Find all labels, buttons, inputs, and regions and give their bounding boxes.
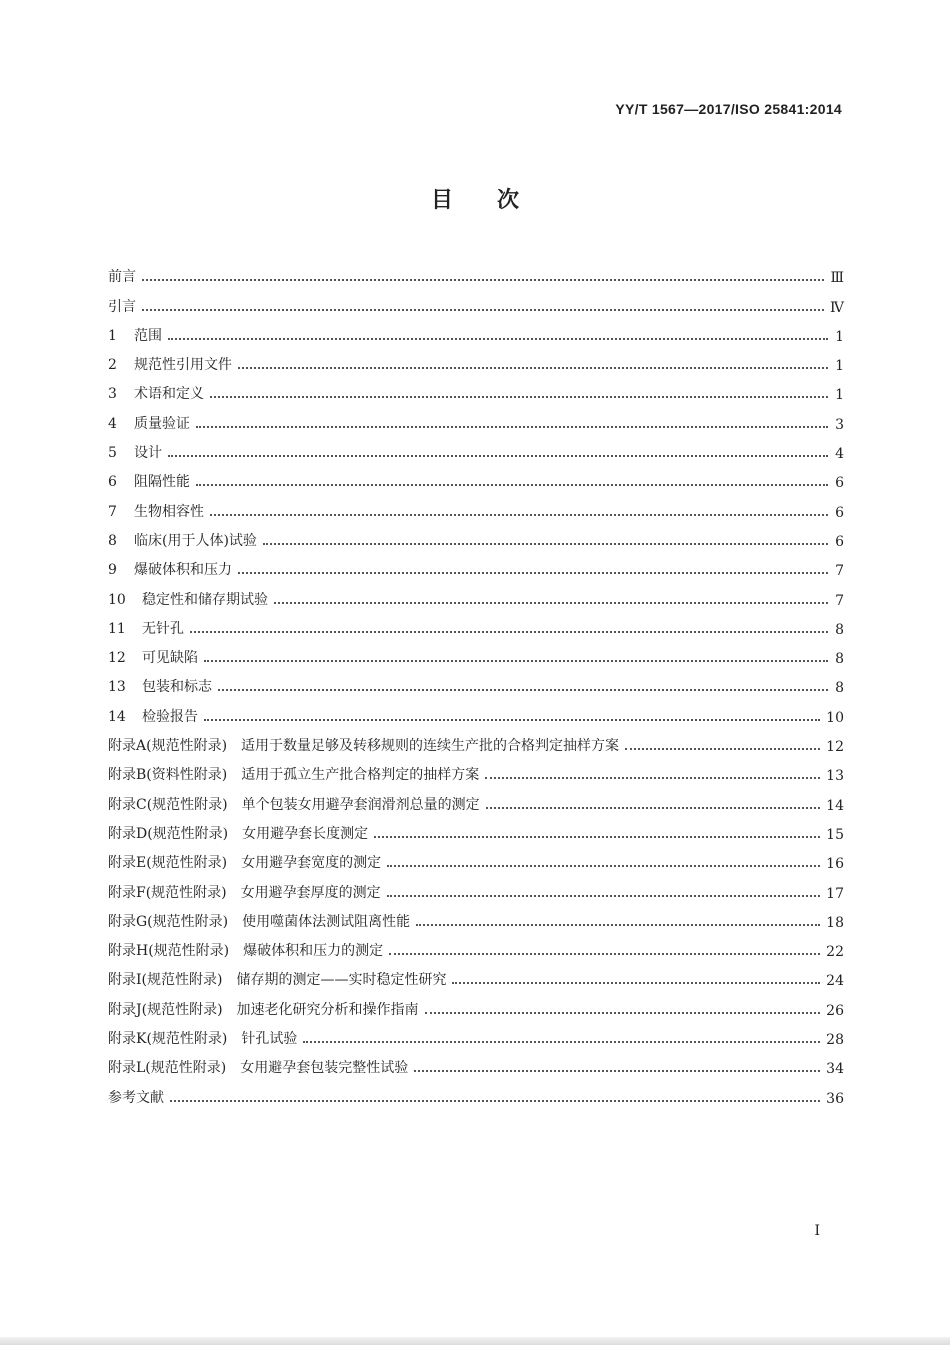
toc-entry-label xyxy=(108,999,419,1019)
toc-entry-title: 附录G(规范性附录) 使用噬菌体法测试阻离性能 xyxy=(108,913,411,930)
dot-leader xyxy=(142,309,824,311)
toc-entry-title: 附录F(规范性附录) 女用避孕套厚度的测定 xyxy=(108,884,381,901)
toc-entry-number: 9 xyxy=(108,562,117,579)
toc-entry-page: 18 xyxy=(826,914,844,931)
toc-entry-page: Ⅳ xyxy=(830,299,844,316)
toc-entry-title: 附录D(规范性附录) 女用避孕套长度测定 xyxy=(108,825,369,842)
toc-entry-title: 生物相容性 xyxy=(134,503,204,520)
toc-entry-title: 附录A(规范性附录) 适用于数量足够及转移规则的连续生产批的合格判定抽样方案 xyxy=(108,738,620,755)
toc-entry-page: Ⅲ xyxy=(830,270,844,287)
page-title: 目 次 xyxy=(430,188,519,213)
toc-entry-label xyxy=(108,530,257,550)
toc-entry-page: 8 xyxy=(835,621,844,638)
toc-entry-label xyxy=(108,940,383,960)
toc-entry-label xyxy=(108,413,190,433)
toc-entry-title: 附录C(规范性附录) 单个包装女用避孕套润滑剂总量的测定 xyxy=(108,796,480,813)
toc-entry-label xyxy=(108,911,410,931)
toc-entry-label xyxy=(108,471,190,491)
toc-entry-label xyxy=(108,618,184,638)
toc-entry-page: 3 xyxy=(835,416,844,433)
toc-entry[interactable] xyxy=(108,579,844,608)
toc-entry-page: 6 xyxy=(835,533,844,550)
toc-entry-title: 附录H(规范性附录) 爆破体积和压力的测定 xyxy=(108,943,384,960)
dot-leader xyxy=(204,719,820,721)
toc-entry-label xyxy=(108,383,204,403)
toc-entry-label xyxy=(108,559,232,579)
dot-leader xyxy=(238,572,828,574)
toc-entry-title: 术语和定义 xyxy=(134,386,204,403)
toc-entry-title: 质量验证 xyxy=(134,415,190,432)
toc-entry-title: 可见缺陷 xyxy=(142,650,198,667)
toc-entry[interactable] xyxy=(108,667,844,696)
toc-entry-label xyxy=(108,852,381,872)
dot-leader xyxy=(168,455,828,457)
toc-entry-page: 16 xyxy=(826,856,844,873)
dot-leader xyxy=(625,748,820,750)
toc-entry-page: 13 xyxy=(826,768,844,785)
dot-leader xyxy=(170,1100,820,1102)
toc-entry[interactable] xyxy=(108,726,844,755)
toc-entry-label xyxy=(108,735,619,755)
toc-entry-page: 24 xyxy=(826,973,844,990)
toc-entry[interactable] xyxy=(108,316,844,345)
standard-code: YY/T 1567—2017/ISO 25841:2014 xyxy=(615,101,842,117)
dot-leader xyxy=(486,807,821,809)
dot-leader xyxy=(387,895,821,897)
toc-entry-title: 附录B(资料性附录) 适用于孤立生产批合格判定的抽样方案 xyxy=(108,767,480,784)
toc-entry-label xyxy=(108,296,136,316)
toc-entry-page: 14 xyxy=(826,797,844,814)
toc-entry-label xyxy=(108,676,212,696)
toc-entry-label xyxy=(108,764,479,784)
dot-leader xyxy=(485,777,820,779)
toc-entry-page: 34 xyxy=(826,1061,844,1078)
toc-entry[interactable] xyxy=(108,814,844,843)
dot-leader xyxy=(210,514,828,516)
toc-entry[interactable] xyxy=(108,872,844,901)
toc-entry-label xyxy=(108,1087,164,1107)
dot-leader xyxy=(452,982,820,984)
toc-entry-page: 28 xyxy=(826,1032,844,1049)
toc-entry[interactable] xyxy=(108,696,844,725)
dot-leader xyxy=(196,484,828,486)
toc-entry[interactable] xyxy=(108,257,844,286)
toc-entry-page: 8 xyxy=(835,651,844,668)
toc-entry-page: 10 xyxy=(826,709,844,726)
toc-entry-number: 10 xyxy=(108,591,126,608)
toc-entry-label xyxy=(108,706,198,726)
toc-entry-label xyxy=(108,1028,297,1048)
toc-entry-page: 26 xyxy=(826,1002,844,1019)
toc-entry[interactable] xyxy=(108,286,844,315)
toc-entry-label xyxy=(108,647,198,667)
toc-entry-title: 规范性引用文件 xyxy=(134,357,232,374)
toc-entry-number: 3 xyxy=(108,386,117,403)
toc-entry-label xyxy=(108,823,368,843)
toc-entry-page: 22 xyxy=(826,944,844,961)
toc-entry-title: 阻隔性能 xyxy=(134,474,190,491)
toc-entry[interactable] xyxy=(108,345,844,374)
toc-entry-number: 7 xyxy=(108,503,117,520)
toc-entry-title: 爆破体积和压力 xyxy=(134,562,232,579)
dot-leader xyxy=(414,1070,820,1072)
toc-entry[interactable] xyxy=(108,1048,844,1077)
toc-entry[interactable] xyxy=(108,403,844,432)
dot-leader xyxy=(263,543,828,545)
dot-leader xyxy=(190,631,828,633)
toc-entry-title: 引言 xyxy=(108,298,136,315)
toc-entry-page: 15 xyxy=(826,826,844,843)
dot-leader xyxy=(210,396,828,398)
toc-entry[interactable] xyxy=(108,638,844,667)
toc-entry-number: 11 xyxy=(108,620,126,637)
dot-leader xyxy=(387,865,820,867)
toc-entry-label xyxy=(108,325,162,345)
toc-entry[interactable] xyxy=(108,989,844,1018)
toc-entry-title: 无针孔 xyxy=(142,620,184,637)
toc-entry-number: 4 xyxy=(108,415,117,432)
dot-leader xyxy=(238,367,828,369)
dot-leader xyxy=(168,338,828,340)
dot-leader xyxy=(204,660,828,662)
toc-entry-number: 8 xyxy=(108,532,117,549)
toc-entry[interactable] xyxy=(108,1077,844,1106)
toc-entry[interactable] xyxy=(108,931,844,960)
toc-entry-label xyxy=(108,442,162,462)
dot-leader xyxy=(389,953,820,955)
toc-entry[interactable] xyxy=(108,784,844,813)
toc-entry-label xyxy=(108,794,480,814)
toc-entry-title: 临床(用于人体)试验 xyxy=(134,532,257,549)
toc-entry-label xyxy=(108,589,268,609)
toc-entry-label xyxy=(108,1057,408,1077)
toc-entry[interactable] xyxy=(108,1019,844,1048)
toc-entry-label xyxy=(108,501,204,521)
dot-leader xyxy=(142,279,824,281)
toc-entry[interactable] xyxy=(108,550,844,579)
toc-entry-page: 12 xyxy=(826,739,844,756)
toc-entry-title: 附录L(规范性附录) 女用避孕套包装完整性试验 xyxy=(108,1060,409,1077)
toc-entry[interactable] xyxy=(108,462,844,491)
page-number: I xyxy=(814,1223,820,1239)
toc-entry-label xyxy=(108,266,136,286)
toc-entry-title: 参考文献 xyxy=(108,1089,164,1106)
toc-entry[interactable] xyxy=(108,521,844,550)
toc-entry-number: 2 xyxy=(108,357,117,374)
dot-leader xyxy=(218,689,828,691)
dot-leader xyxy=(416,924,820,926)
toc-entry[interactable] xyxy=(108,491,844,520)
dot-leader xyxy=(374,836,820,838)
table-of-contents xyxy=(108,257,844,1107)
toc-entry[interactable] xyxy=(108,843,844,872)
toc-entry-page: 8 xyxy=(835,680,844,697)
toc-entry-title: 附录K(规范性附录) 针孔试验 xyxy=(108,1031,298,1048)
toc-entry[interactable] xyxy=(108,902,844,931)
toc-entry-number: 14 xyxy=(108,708,126,725)
toc-entry-number: 5 xyxy=(108,445,117,462)
toc-entry-title: 附录J(规范性附录) 加速老化研究分析和操作指南 xyxy=(108,1001,419,1018)
toc-entry[interactable] xyxy=(108,960,844,989)
toc-entry-page: 1 xyxy=(835,358,844,375)
toc-entry[interactable] xyxy=(108,755,844,784)
toc-entry[interactable] xyxy=(108,433,844,462)
toc-entry-title: 设计 xyxy=(134,445,162,462)
toc-entry-label xyxy=(108,882,381,902)
toc-entry-label xyxy=(108,354,232,374)
toc-entry-page: 6 xyxy=(835,475,844,492)
toc-entry-page: 17 xyxy=(826,885,844,902)
toc-entry[interactable] xyxy=(108,609,844,638)
toc-entry-title: 范围 xyxy=(134,327,162,344)
toc-entry-title: 前言 xyxy=(108,269,136,286)
toc-entry-page: 6 xyxy=(835,504,844,521)
page-bottom-edge xyxy=(0,1337,950,1345)
toc-entry-title: 稳定性和储存期试验 xyxy=(142,591,268,608)
toc-entry-number: 13 xyxy=(108,679,126,696)
toc-entry-title: 附录I(规范性附录) 储存期的测定——实时稳定性研究 xyxy=(108,972,447,989)
toc-entry-page: 4 xyxy=(835,446,844,463)
toc-entry-page: 36 xyxy=(826,1090,844,1107)
toc-entry-page: 1 xyxy=(835,328,844,345)
dot-leader xyxy=(303,1041,820,1043)
toc-entry-title: 包装和标志 xyxy=(142,679,212,696)
toc-entry-number: 1 xyxy=(108,327,117,344)
toc-entry-title: 附录E(规范性附录) 女用避孕套宽度的测定 xyxy=(108,855,382,872)
toc-entry-number: 6 xyxy=(108,474,117,491)
dot-leader xyxy=(196,426,828,428)
toc-entry-page: 7 xyxy=(835,563,844,580)
toc-entry[interactable] xyxy=(108,374,844,403)
dot-leader xyxy=(425,1012,821,1014)
toc-entry-title: 检验报告 xyxy=(142,708,198,725)
dot-leader xyxy=(274,602,828,604)
toc-entry-page: 7 xyxy=(835,592,844,609)
toc-entry-label xyxy=(108,969,446,989)
toc-entry-number: 12 xyxy=(108,650,126,667)
toc-entry-page: 1 xyxy=(835,387,844,404)
